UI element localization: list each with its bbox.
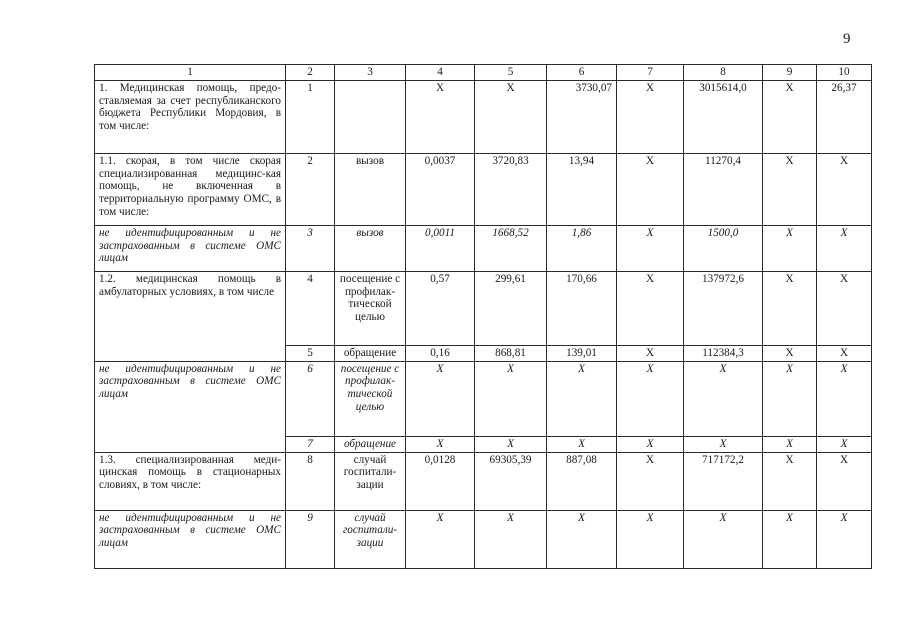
row-number: 8 [286,452,335,510]
value-cell: Х [763,452,817,510]
value-cell: 0,0037 [406,153,475,225]
value-cell: Х [617,80,684,153]
value-cell: 112384,3 [684,345,763,361]
page-number: 9 [843,31,851,47]
value-cell: Х [547,361,617,436]
value-cell: Х [817,345,872,361]
value-cell: 887,08 [547,452,617,510]
value-cell: 139,01 [547,345,617,361]
value-cell: Х [763,361,817,436]
col-header-4: 4 [406,65,475,81]
row-label: не идентифицированным и не застрахованным в системе ОМС лицам [95,361,286,452]
col-header-10: 10 [817,65,872,81]
col-header-3: 3 [335,65,406,81]
table-row [95,271,872,345]
table-row [95,225,872,271]
unit-cell [335,80,406,153]
value-cell: Х [406,510,475,568]
table-row [95,452,872,510]
value-cell: Х [763,80,817,153]
value-cell: Х [684,436,763,452]
row-number: 5 [286,345,335,361]
row-number: 9 [286,510,335,568]
value-cell: 170,66 [547,271,617,345]
value-cell: Х [617,436,684,452]
row-number: 2 [286,153,335,225]
value-cell: 69305,39 [475,452,547,510]
value-cell: Х [475,361,547,436]
row-label: 1.3. специализированная меди-цинская помощь в стационарных словиях, в том числе: [95,452,286,510]
value-cell: Х [817,153,872,225]
value-cell: Х [547,436,617,452]
value-cell: 299,61 [475,271,547,345]
col-header-8: 8 [684,65,763,81]
value-cell: 137972,6 [684,271,763,345]
value-cell: Х [763,436,817,452]
value-cell: Х [475,510,547,568]
value-cell: Х [617,225,684,271]
row-number: 6 [286,361,335,436]
row-label: 1. Медицинская помощь, предо-ставляемая за счет республиканского бюджета Республики Мордовия, в том числе: [95,80,286,153]
value-cell: Х [763,345,817,361]
value-cell: 3015614,0 [684,80,763,153]
unit-cell: обращение [335,345,406,361]
unit-cell: случай госпитали-зации [335,510,406,568]
value-cell: Х [684,361,763,436]
table-row [95,153,872,225]
row-number: 4 [286,271,335,345]
value-cell: Х [817,271,872,345]
col-header-1: 1 [95,65,286,81]
value-cell: 26,37 [817,80,872,153]
row-label: 1.2. медицинская помощь в амбулаторных условиях, в том числе [95,271,286,361]
value-cell: Х [475,80,547,153]
value-cell: 13,94 [547,153,617,225]
value-cell: Х [763,271,817,345]
value-cell: 868,81 [475,345,547,361]
unit-cell: посещение с профилак-тической целью [335,271,406,345]
unit-cell: посещение с профилак-тической целью [335,361,406,436]
row-number: 3 [286,225,335,271]
value-cell: Х [617,510,684,568]
table-row [95,80,872,153]
value-cell: 0,57 [406,271,475,345]
table-row [95,361,872,436]
value-cell: Х [763,510,817,568]
value-cell: Х [817,225,872,271]
table-row [95,510,872,568]
col-header-9: 9 [763,65,817,81]
header-row [95,65,872,81]
unit-cell: обращение [335,436,406,452]
data-table [94,64,872,569]
unit-cell: вызов [335,153,406,225]
col-header-6: 6 [547,65,617,81]
row-number: 7 [286,436,335,452]
value-cell: Х [406,361,475,436]
value-cell: Х [763,153,817,225]
value-cell: Х [617,361,684,436]
value-cell: Х [617,153,684,225]
col-header-2: 2 [286,65,335,81]
value-cell: Х [684,510,763,568]
value-cell: 1500,0 [684,225,763,271]
row-label: 1.1. скорая, в том числе скорая специализированная медицинс-кая помощь, не включенная в территориальную программу ОМС, в том числе: [95,153,286,225]
value-cell: Х [617,452,684,510]
row-number: 1 [286,80,335,153]
value-cell: 0,0128 [406,452,475,510]
row-label: не идентифицированным и не застрахованным в системе ОМС лицам [95,510,286,568]
value-cell: 1668,52 [475,225,547,271]
row-label: не идентифицированным и не застрахованным в системе ОМС лицам [95,225,286,271]
value-cell: 717172,2 [684,452,763,510]
value-cell: Х [475,436,547,452]
value-cell: Х [817,361,872,436]
value-cell: Х [817,452,872,510]
unit-cell: вызов [335,225,406,271]
col-header-7: 7 [617,65,684,81]
value-cell: 0,0011 [406,225,475,271]
value-cell: Х [617,271,684,345]
value-cell: Х [817,436,872,452]
value-cell: Х [406,80,475,153]
value-cell: Х [817,510,872,568]
value-cell: 3730,07 [547,80,617,153]
value-cell: Х [547,510,617,568]
value-cell: 3720,83 [475,153,547,225]
value-cell: 11270,4 [684,153,763,225]
unit-cell: случай госпитали-зации [335,452,406,510]
value-cell: Х [406,436,475,452]
col-header-5: 5 [475,65,547,81]
value-cell: 0,16 [406,345,475,361]
value-cell: Х [763,225,817,271]
value-cell: Х [617,345,684,361]
value-cell: 1,86 [547,225,617,271]
